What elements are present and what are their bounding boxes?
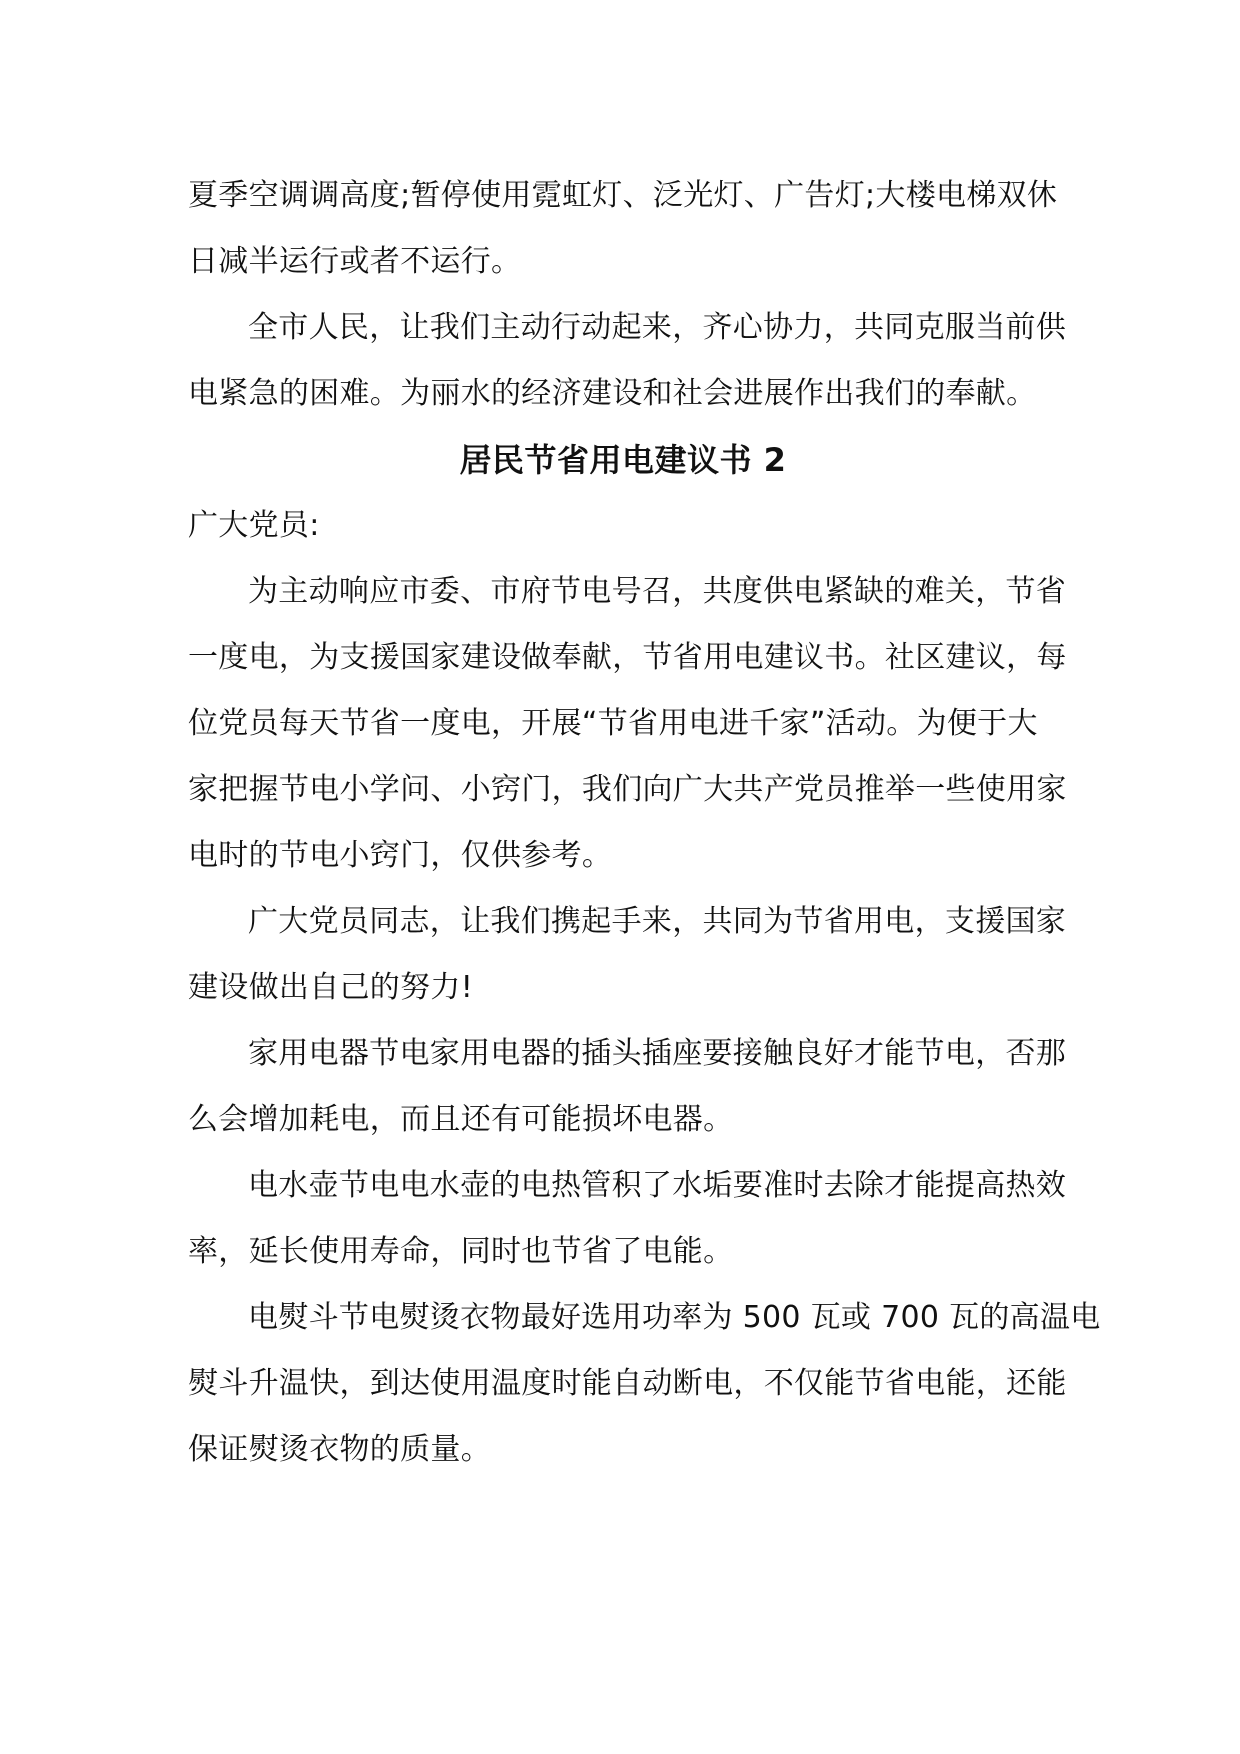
paragraph-line: 位党员每天节省一度电，开展“节省用电进千家”活动。为便于大 xyxy=(188,706,1038,741)
paragraph-line: 电熨斗节电熨烫衣物最好选用功率为 500 瓦或 700 瓦的高温电 xyxy=(248,1300,1101,1335)
document-page xyxy=(188,163,1101,1483)
paragraph-line: 全市人民，让我们主动行动起来，齐心协力，共同克服当前供 xyxy=(248,310,1067,345)
paragraph-line: 日减半运行或者不运行。 xyxy=(188,244,522,279)
paragraph-line: 建设做出自己的努力! xyxy=(188,970,474,1005)
section-title: 居民节省用电建议书 2 xyxy=(459,441,787,479)
paragraph-line: 家用电器节电家用电器的插头插座要接触良好才能节电，否那 xyxy=(248,1036,1067,1071)
paragraph-line: 为主动响应市委、市府节电号召，共度供电紧缺的难关，节省 xyxy=(248,574,1067,609)
paragraph-line: 么会增加耗电，而且还有可能损坏电器。 xyxy=(188,1102,734,1137)
paragraph-line: 电时的节电小窍门，仅供参考。 xyxy=(188,838,613,873)
paragraph-line: 保证熨烫衣物的质量。 xyxy=(188,1432,491,1467)
salutation: 广大党员: xyxy=(188,508,320,543)
paragraph-line: 夏季空调调高度;暂停使用霓虹灯、泛光灯、广告灯;大楼电梯双休 xyxy=(188,178,1058,213)
paragraph-line: 电水壶节电电水壶的电热管积了水垢要准时去除才能提高热效 xyxy=(248,1168,1067,1203)
paragraph-line: 家把握节电小学问、小窍门，我们向广大共产党员推举一些使用家 xyxy=(188,772,1067,807)
paragraph-line: 电紧急的困难。为丽水的经济建设和社会进展作出我们的奉献。 xyxy=(188,376,1037,411)
paragraph-line: 广大党员同志，让我们携起手来，共同为节省用电，支援国家 xyxy=(248,904,1067,939)
paragraph-line: 率，延长使用寿命，同时也节省了电能。 xyxy=(188,1234,734,1269)
paragraph-line: 一度电，为支援国家建设做奉献，节省用电建议书。社区建议，每 xyxy=(188,640,1067,675)
paragraph-line: 熨斗升温快，到达使用温度时能自动断电，不仅能节省电能，还能 xyxy=(188,1366,1067,1401)
